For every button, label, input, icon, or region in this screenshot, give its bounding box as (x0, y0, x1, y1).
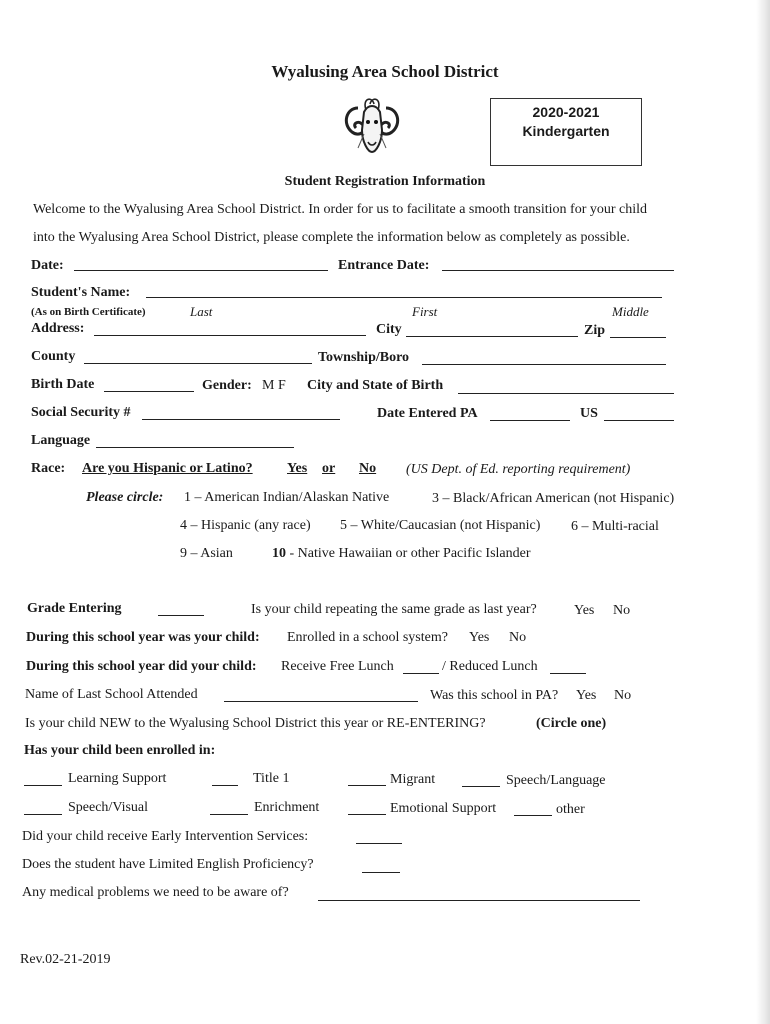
date-entered-pa-label: Date Entered PA (377, 406, 478, 421)
hispanic-yes-option[interactable]: Yes (287, 461, 308, 476)
district-title: Wyalusing Area School District (271, 62, 499, 81)
ssn-label: Social Security # (31, 405, 131, 420)
enrolled-yes-option[interactable]: Yes (469, 630, 490, 645)
township-field[interactable] (422, 352, 666, 365)
learning-support-field[interactable] (24, 773, 62, 786)
city-field[interactable] (406, 324, 578, 337)
language-label: Language (31, 433, 91, 448)
program-name: Kindergarten (522, 123, 610, 139)
gender-label: Gender: (202, 378, 252, 393)
race-option-10-number: 10 (272, 546, 286, 561)
race-option-10-text: - Native Hawaiian or other Pacific Islander (286, 546, 531, 561)
hispanic-no-option[interactable]: No (359, 461, 377, 476)
entrance-date-label: Entrance Date: (338, 258, 430, 273)
during-year-label: During this school year was your child: (26, 630, 260, 645)
year-box (490, 98, 642, 166)
first-name-caption: First (412, 304, 438, 319)
city-label: City (376, 322, 402, 337)
title1-label: Title 1 (253, 771, 290, 786)
medical-field[interactable] (318, 888, 640, 901)
other-program-label: other (556, 802, 585, 817)
early-intervention-field[interactable] (356, 831, 402, 844)
lep-question: Does the student have Limited English Proficiency? (22, 857, 314, 872)
new-reentering-question[interactable]: Is your child NEW to the Wyalusing School District this year or RE-ENTERING? (25, 716, 486, 731)
birth-date-field[interactable] (104, 379, 194, 392)
migrant-field[interactable] (348, 773, 386, 786)
race-option-6[interactable]: 6 – Multi-racial (571, 519, 659, 534)
student-name-field[interactable] (146, 285, 662, 298)
entrance-date-field[interactable] (442, 258, 674, 271)
zip-field[interactable] (610, 325, 666, 338)
county-field[interactable] (84, 351, 312, 364)
township-label: Township/Boro (318, 350, 410, 365)
in-pa-no-option[interactable]: No (614, 688, 632, 703)
form-subtitle: Student Registration Information (284, 174, 486, 189)
date-label: Date: (31, 258, 64, 273)
repeating-no-option[interactable]: No (613, 603, 631, 618)
race-option-4[interactable]: 4 – Hispanic (any race) (180, 518, 311, 533)
birth-place-field[interactable] (458, 381, 674, 394)
enrolled-question: Enrolled in a school system? (287, 630, 448, 645)
emotional-support-label: Emotional Support (390, 801, 497, 816)
reporting-note: (US Dept. of Ed. reporting requirement) (406, 462, 631, 477)
title1-field[interactable] (212, 773, 238, 786)
race-option-9[interactable]: 9 – Asian (180, 546, 233, 561)
early-intervention-question: Did your child receive Early Intervention Services: (22, 829, 309, 844)
repeating-yes-option[interactable]: Yes (574, 603, 595, 618)
race-option-1[interactable]: 1 – American Indian/Alaskan Native (184, 490, 390, 505)
ssn-field[interactable] (142, 407, 340, 420)
repeating-question: Is your child repeating the same grade as last year? (251, 602, 537, 617)
last-school-field[interactable] (224, 689, 418, 702)
hispanic-question: Are you Hispanic or Latino? (82, 461, 253, 476)
enrichment-field[interactable] (210, 802, 248, 815)
speech-language-label: Speech/Language (506, 773, 606, 788)
race-option-5[interactable]: 5 – White/Caucasian (not Hispanic) (340, 518, 541, 533)
student-name-label: Student's Name: (31, 285, 131, 300)
race-option-10[interactable] (272, 546, 531, 562)
medical-question: Any medical problems we need to be aware of? (22, 885, 289, 900)
school-in-pa-question: Was this school in PA? (430, 688, 559, 703)
ram-logo-icon (338, 90, 406, 156)
migrant-label: Migrant (390, 772, 436, 787)
gender-options[interactable]: M F (262, 378, 286, 393)
speech-visual-label: Speech/Visual (68, 800, 149, 815)
race-label: Race: (31, 461, 66, 476)
grade-entering-field[interactable] (158, 603, 204, 616)
date-entered-pa-field[interactable] (490, 408, 570, 421)
date-entered-us-field[interactable] (604, 408, 674, 421)
please-circle-label: Please circle: (86, 490, 164, 505)
enrolled-in-heading: Has your child been enrolled in: (24, 743, 216, 758)
enrichment-label: Enrichment (254, 800, 320, 815)
revision-date: Rev.02-21-2019 (20, 952, 111, 967)
school-year: 2020-2021 (532, 104, 600, 120)
enrolled-no-option[interactable]: No (509, 630, 527, 645)
birth-certificate-note: (As on Birth Certificate) (31, 306, 146, 318)
circle-one-note: (Circle one) (536, 716, 607, 731)
intro-line-2: into the Wyalusing Area School District, please complete the information below as completely as possible. (33, 230, 630, 245)
other-program-field[interactable] (514, 803, 552, 816)
birth-date-label: Birth Date (31, 377, 95, 392)
address-label: Address: (31, 321, 85, 336)
last-name-caption: Last (190, 304, 213, 319)
during-year-did-label: During this school year did your child: (26, 659, 257, 674)
date-field[interactable] (74, 258, 328, 271)
emotional-support-field[interactable] (348, 802, 386, 815)
in-pa-yes-option[interactable]: Yes (576, 688, 597, 703)
race-option-3[interactable]: 3 – Black/African American (not Hispanic) (432, 491, 675, 506)
zip-label: Zip (584, 323, 606, 338)
free-lunch-field[interactable] (403, 661, 439, 674)
learning-support-label: Learning Support (68, 771, 167, 786)
reduced-lunch-field[interactable] (550, 661, 586, 674)
page-edge-shadow (756, 0, 770, 1024)
intro-line-1: Welcome to the Wyalusing Area School District. In order for us to facilitate a smooth transition for your child (33, 202, 648, 217)
grade-entering-label: Grade Entering (27, 601, 122, 616)
hispanic-or-text: or (322, 461, 336, 476)
speech-language-field[interactable] (462, 774, 500, 787)
speech-visual-field[interactable] (24, 802, 62, 815)
us-label: US (580, 406, 598, 421)
county-label: County (31, 349, 76, 364)
address-field[interactable] (94, 323, 366, 336)
middle-name-caption: Middle (612, 304, 649, 319)
free-lunch-label: Receive Free Lunch (281, 659, 394, 674)
birth-place-label: City and State of Birth (307, 378, 444, 393)
reduced-lunch-label: / Reduced Lunch (442, 659, 538, 674)
lep-field[interactable] (362, 860, 400, 873)
last-school-label: Name of Last School Attended (25, 687, 198, 702)
language-field[interactable] (96, 435, 294, 448)
